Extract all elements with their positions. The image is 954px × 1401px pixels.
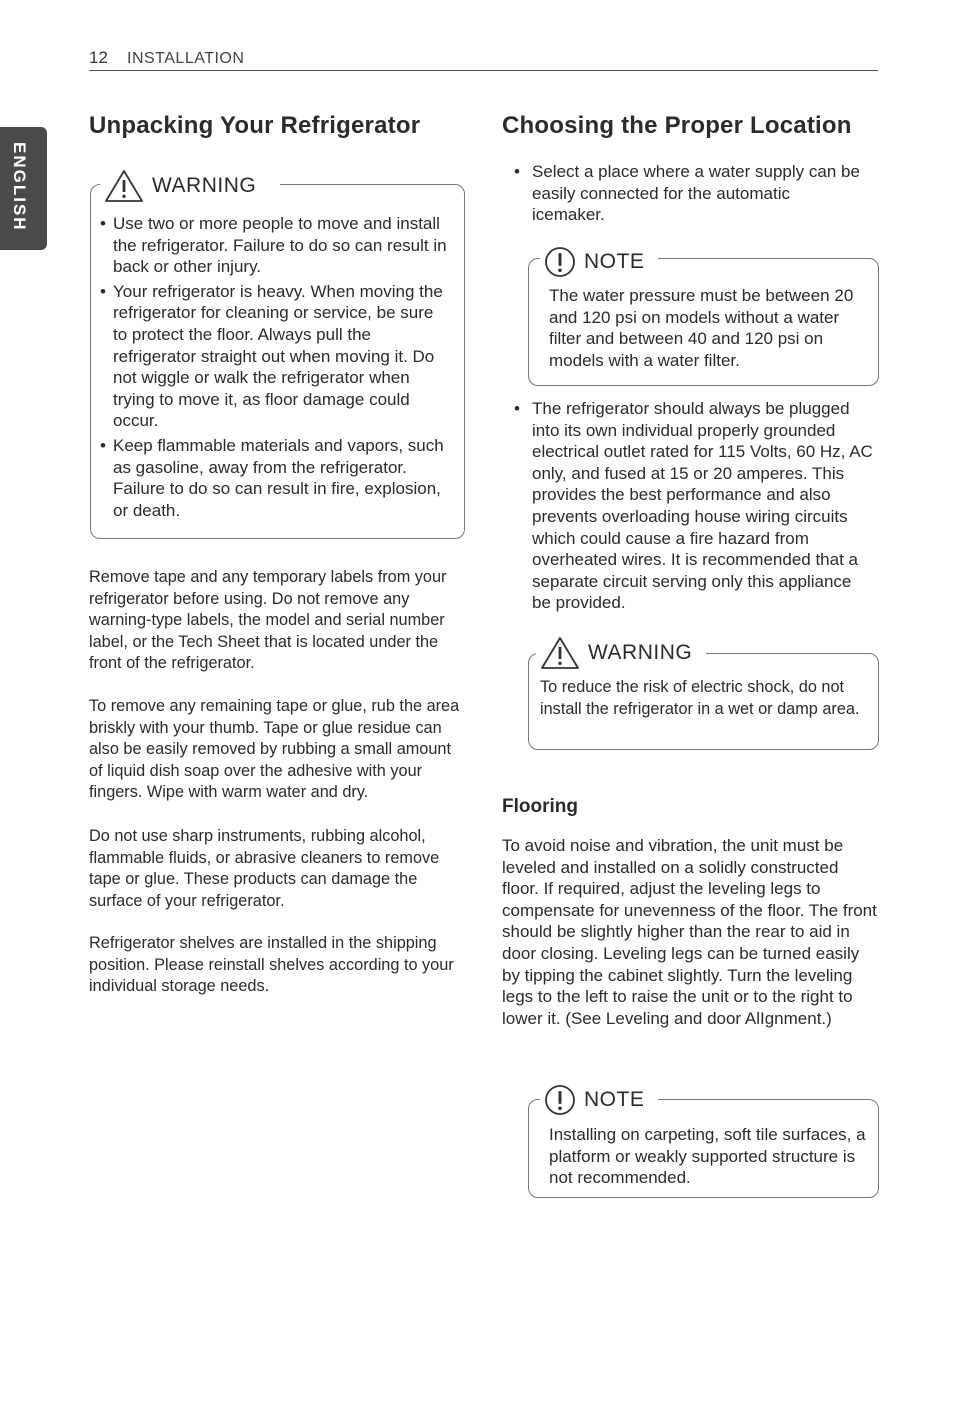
warning-triangle-icon <box>540 636 580 670</box>
warning-triangle-icon <box>104 169 144 203</box>
flooring-title: Flooring <box>502 796 578 817</box>
unpack-paragraph-4: Refrigerator shelves are installed in the shipping position. Please reinstall shelves according to your individual storage needs. <box>89 934 454 996</box>
location-bullet-2 <box>513 398 873 617</box>
flooring-text: To avoid noise and vibration, the unit must be leveled and installed on a solidly constructed floor. If required, adjust the leveling legs to compensate for unevenness of the floor. The front should be slightly higher than the rear to aid in door closing. Leveling legs can be turned easily by tipping the cabinet slightly. Turn the leveling legs to the left to raise the unit or to the right to lower it. (See Leveling and door AlIgnment.) <box>502 836 877 1028</box>
note-box-1-header <box>540 245 658 279</box>
note-label: NOTE <box>584 1088 645 1111</box>
language-tab-label: ENGLISH <box>10 142 29 232</box>
warning-box-right-header <box>536 636 706 670</box>
note-label: NOTE <box>584 250 645 273</box>
left-section-title: Unpacking Your Refrigerator <box>89 112 421 139</box>
warning-item: • Use two or more people to move and install the refrigerator. Failure to do so can result in back or other injury. <box>100 213 450 278</box>
location-bullet-1 <box>513 161 863 229</box>
exclamation-circle-icon <box>544 1084 576 1116</box>
warning-item: • Keep flammable materials and vapors, such as gasoline, away from the refrigerator. Failure to do so can result in fire, explosion, or death. <box>100 435 450 521</box>
page-header <box>89 48 878 71</box>
section-name: INSTALLATION <box>127 50 245 67</box>
unpack-paragraph-1: Remove tape and any temporary labels from your refrigerator before using. Do not remove any warning-type labels, the model and serial number label, or the Tech Sheet that is located under the front of the refrigerator. <box>89 568 447 673</box>
location-item: • Select a place where a water supply can be easily connected for the automatic icemaker. <box>513 161 863 226</box>
note-box-2-header <box>540 1083 658 1117</box>
warning-2-text: To reduce the risk of electric shock, do not install the refrigerator in a wet or damp area. <box>540 678 860 718</box>
unpack-paragraph-3: Do not use sharp instruments, rubbing alcohol, flammable fluids, or abrasive cleaners to remove tape or glue. These products can damage the surface of your refrigerator. <box>89 827 440 910</box>
unpack-paragraph-2: To remove any remaining tape or glue, rub the area briskly with your thumb. Tape or glue residue can also be easily removed by rubbing a small amount of liquid dish soap over the adhesive with your fingers. Wipe with warm water and dry. <box>89 697 460 802</box>
exclamation-circle-icon <box>544 246 576 278</box>
page-number: 12 <box>89 48 108 67</box>
location-item: • The refrigerator should always be plugged into its own individual properly grounded electrical outlet rated for 115 Volts, 60 Hz, AC only, and fused at 15 or 20 amperes. This provides the best performance and also prevents overloading house wiring circuits which could cause a fire hazard from overheated wires. It is recommended that a separate circuit serving only this appliance be provided. <box>513 398 873 614</box>
note-2-text: Installing on carpeting, soft tile surfaces, a platform or weakly supported structure is not recommended. <box>549 1125 866 1188</box>
right-section-title: Choosing the Proper Location <box>502 112 852 139</box>
warning-label: WARNING <box>588 641 693 664</box>
warning-label: WARNING <box>152 174 257 197</box>
warning-item: • Your refrigerator is heavy. When moving the refrigerator for cleaning or service, be sure to protect the floor. Always pull the refrigerator straight out when moving it. Do not wiggle or walk the refrigerator when trying to move it, as floor damage could occur. <box>100 281 450 432</box>
warning-list-left <box>100 213 450 524</box>
note-1-text: The water pressure must be between 20 and 120 psi on models without a water filter and between 40 and 120 psi on models with a water filter. <box>549 286 854 370</box>
warning-box-left-header <box>100 170 280 202</box>
